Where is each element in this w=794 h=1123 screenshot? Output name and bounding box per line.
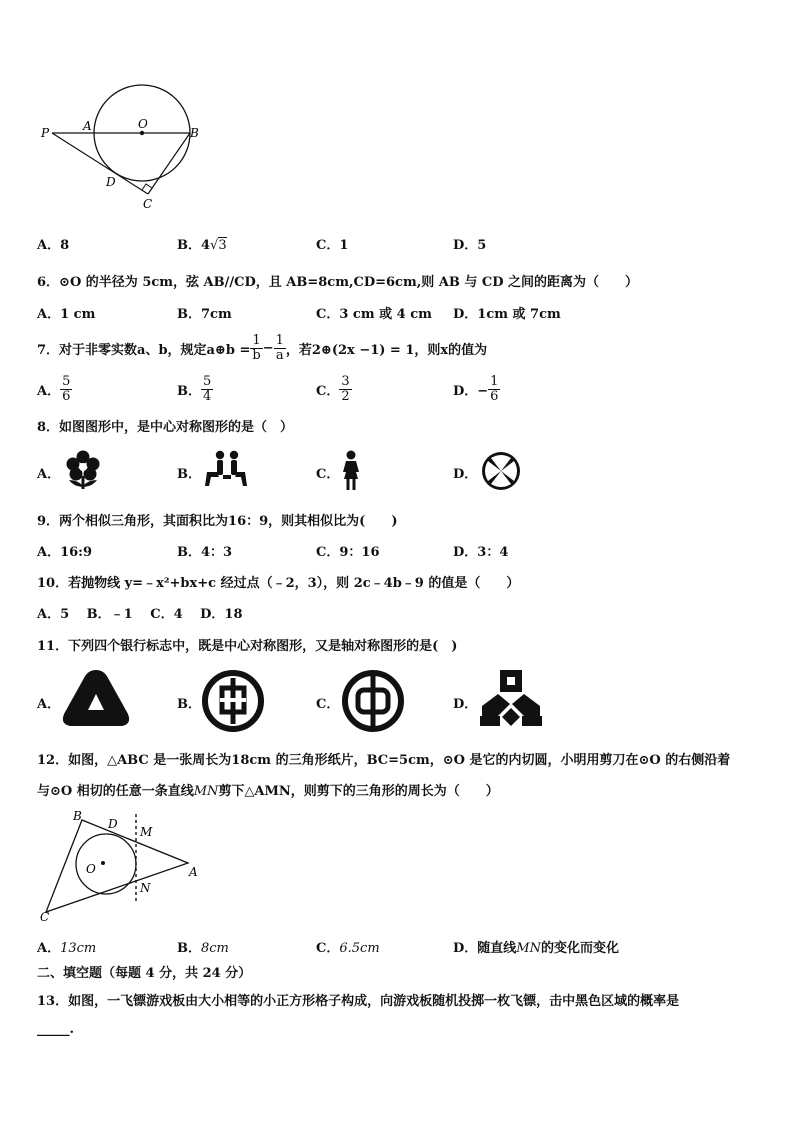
q5-option-a: A．8: [37, 238, 70, 253]
q5-label-d: D: [106, 175, 116, 189]
q8-option-c: C．: [316, 467, 340, 482]
q6-option-b: B．7cm: [177, 307, 232, 322]
q10-stem: 10．若抛物线 y=﹣x²+bx+c 经过点（﹣2，3），则 2c﹣4b﹣9 的值是（ ）: [37, 576, 520, 591]
q12-label-d: D: [108, 817, 118, 831]
q12-label-m: M: [140, 825, 153, 839]
q11-option-c: C．: [316, 697, 340, 712]
q5-label-p: P: [41, 126, 50, 140]
q9-option-a: A．16:9: [37, 545, 93, 560]
q12-figure: [36, 806, 206, 926]
q8-stem: 8．如图图形中，是中心对称图形的是（ ）: [37, 420, 294, 435]
bank-triangle-logo-icon: [60, 668, 132, 730]
q12-incircle: [76, 834, 136, 894]
q10-options: A．5 B．﹣1 C．4 D．18: [37, 607, 243, 622]
q12-option-a: A．13cm: [37, 941, 97, 956]
q7-option-b: B． $\frac{5}{4}$: [177, 373, 212, 404]
q12-triangle: [46, 820, 188, 912]
q6-option-c: C．3 cm 或 4 cm: [316, 307, 432, 322]
q7-stem-part2: ，若2⊕(2x −1) = 1，则x的值为: [285, 342, 488, 358]
q7-fraction-1: $\frac{1}{b}$: [252, 332, 261, 363]
q5-label-a: A: [83, 119, 92, 133]
q12-stem-line2: 与⊙O 相切的任意一条直线MN剪下△AMN，则剪下的三角形的周长为（ ）: [37, 784, 499, 799]
two-people-icon: [203, 450, 249, 490]
q5-line-pc: [52, 133, 148, 194]
q7-minus: −: [262, 340, 274, 356]
q8-option-d: D．: [453, 467, 478, 482]
q12-label-a: A: [189, 865, 198, 879]
q12-stem-line1: 12．如图，△ABC 是一张周长为18cm 的三角形纸片，BC=5cm，⊙O 是它的内切圆，小明用剪刀在⊙O 的右侧沿着: [37, 753, 731, 768]
bank-construction-logo-icon: [476, 666, 548, 732]
q12-option-d: D．随直线MN的变化而变化: [453, 941, 619, 956]
q5-option-b: [177, 234, 227, 253]
woman-icon: [338, 450, 364, 492]
q7-option-a: A． $\frac{5}{6}$: [37, 373, 71, 404]
q5-label-b: B: [190, 126, 199, 140]
q12-option-b: B．8cm: [177, 941, 229, 956]
q6-option-d: D．1cm 或 7cm: [453, 307, 561, 322]
q11-option-a: A．: [37, 697, 61, 712]
bank-of-china-logo-icon: [340, 670, 406, 732]
q11-stem: 11．下列四个银行标志中，既是中心对称图形，又是轴对称图形的是( ): [37, 639, 458, 654]
q5-label-o: O: [138, 117, 148, 131]
q5-option-c: C．1: [316, 238, 349, 253]
q11-option-b: B．: [177, 697, 201, 712]
q9-stem: 9．两个相似三角形，其面积比为16：9，则其相似比为( ): [37, 514, 398, 529]
q9-option-c: C．9：16: [316, 545, 380, 560]
q7-fraction-2: $\frac{1}{a}$: [275, 332, 284, 363]
q6-option-a: A．1 cm: [37, 307, 96, 322]
q7-stem-part1: 7．对于非零实数a、b，规定a⊕b =: [37, 342, 251, 358]
q5-option-b-prefix: B．4: [177, 238, 211, 253]
q5-label-c: C: [143, 197, 153, 211]
q8-option-a: A．: [37, 467, 61, 482]
q13-answer-blank: _____.: [37, 1022, 75, 1037]
q9-option-d: D．3：4: [453, 545, 509, 560]
q9-option-b: B．4：3: [177, 545, 233, 560]
q5-center-dot: [140, 131, 144, 135]
circle-x-icon: [480, 450, 522, 492]
q12-option-c: C．6.5cm: [316, 941, 380, 956]
q7-stem: [37, 328, 487, 368]
q5-line-bc: [148, 133, 190, 194]
q5-option-d: D．5: [453, 238, 487, 253]
q5-figure: [36, 82, 206, 214]
flower-icon: [65, 450, 101, 492]
q12-label-n: N: [140, 881, 151, 895]
q11-option-d: D．: [453, 697, 478, 712]
q12-label-b: B: [73, 809, 82, 823]
q7-option-d: D．− $\frac{1}{6}$: [453, 373, 499, 404]
section-title-fill-in: 二、填空题（每题 4 分，共 24 分）: [37, 966, 252, 981]
q13-stem: 13．如图，一飞镖游戏板由大小相等的小正方形格子构成，向游戏板随机投掷一枚飞镖，击中黑色区域的概率是: [37, 994, 680, 1009]
q5-right-angle: [142, 184, 152, 190]
q5-option-b-radicand: 3: [218, 238, 227, 253]
q8-option-b: B．: [177, 467, 201, 482]
q12-label-o: O: [86, 862, 96, 876]
sqrt-icon: √: [210, 238, 219, 253]
q6-stem: 6．⊙O 的半径为 5cm，弦 AB//CD，且 AB=8cm,CD=6cm,则 AB 与 CD 之间的距离为（ ）: [37, 275, 639, 290]
bank-icbc-logo-icon: [202, 670, 264, 732]
q7-option-c: C． $\frac{3}{2}$: [316, 373, 350, 404]
q12-label-c: C: [40, 910, 50, 924]
q12-center-dot: [101, 861, 105, 865]
